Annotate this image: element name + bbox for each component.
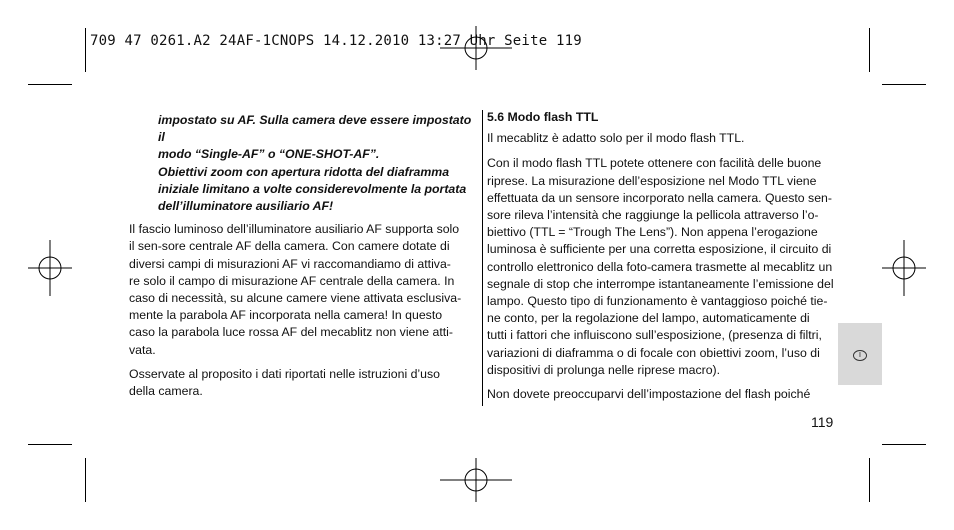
language-badge-icon	[853, 350, 867, 361]
section-heading: 5.6 Modo flash TTL	[487, 110, 599, 124]
paragraph-line: lampo. Questo tipo di funzionamento è vantaggioso poiché tie-	[487, 294, 828, 309]
paragraph-line: ne conto, per la regolazione del lampo, automaticamente di	[487, 311, 810, 326]
af-illuminator-paragraph	[129, 221, 479, 359]
paragraph-line: della camera.	[129, 384, 203, 399]
paragraph-line: il sen-sore centrale AF della camera. Con camere dotate di	[129, 239, 450, 254]
page-number: 119	[811, 414, 834, 430]
left-column	[129, 112, 479, 400]
print-slug-header: 709 47 0261.A2 24AF-1CNOPS 14.12.2010 13:27 Uhr Seite 119	[90, 33, 582, 49]
crop-mark-bottom-right-h	[882, 444, 926, 445]
registration-mark-top-icon	[440, 26, 512, 70]
paragraph-line: Il fascio luminoso dell’illuminatore ausiliario AF supporta solo	[129, 222, 460, 237]
registration-mark-right-icon	[882, 240, 926, 296]
crop-mark-top-right-v	[869, 28, 870, 72]
af-warning-line: iniziale limitano a volte considerevolmente la portata	[158, 181, 467, 196]
ttl-description-paragraph	[487, 155, 834, 379]
paragraph-line: sore rileva l’intensità che raggiunge la pellicola attraverso l’o-	[487, 208, 819, 223]
right-column	[487, 109, 834, 403]
paragraph-line: mente la parabola AF incorporata nella camera! In questo	[129, 308, 443, 323]
camera-instructions-paragraph	[129, 366, 479, 400]
crop-mark-top-left-h	[28, 84, 72, 85]
registration-mark-left-icon	[28, 240, 72, 296]
af-warning-line: impostato su AF. Sulla camera deve essere impostato il	[158, 113, 472, 145]
crop-mark-bottom-right-v	[869, 458, 870, 502]
paragraph-line: variazioni di diaframma o di focale con obiettivi zoom, l’uso di	[487, 345, 820, 360]
paragraph-line: tutti i fattori che influiscono sull’esposizione, (presenza di filtri,	[487, 328, 822, 343]
paragraph-line: controllo elettronico della foto-camera trasmette al mecablitz un	[487, 259, 833, 274]
paragraph-line: re solo il campo di misurazione AF centrale della camera. In	[129, 273, 455, 288]
paragraph-line: diversi campi di misurazioni AF vi raccomandiamo di attiva-	[129, 256, 451, 271]
paragraph-line: Con il modo flash TTL potete ottenere con facilità delle buone	[487, 156, 822, 171]
af-warning-line: Obiettivi zoom con apertura ridotta del diaframma	[158, 164, 450, 179]
af-warning-line: dell’illuminatore ausiliario AF!	[158, 199, 334, 214]
continuation-line: Non dovete preoccuparvi dell’impostazione del flash poiché	[487, 387, 811, 402]
paragraph-line: segnale di stop che interrompe istantaneamente l’emissione del	[487, 276, 834, 291]
paragraph-line: caso la parabola luce rossa AF del mecablitz non viene atti-	[129, 325, 453, 340]
language-label: I	[859, 352, 861, 359]
paragraph-line: vata.	[129, 342, 156, 357]
paragraph-line: dispositivi di prolunga nelle riprese macro).	[487, 362, 721, 377]
paragraph-line: luminosa è sufficiente per una corretta esposizione, il circuito di	[487, 242, 832, 257]
crop-mark-top-right-h	[882, 84, 926, 85]
language-tab	[838, 323, 882, 385]
crop-mark-bottom-left-v	[85, 458, 86, 502]
paragraph-line: biettivo (TTL = “Trough The Lens”). Non appena l’erogazione	[487, 225, 818, 240]
paragraph-line: effettuata da un sensore incorporato nella camera. Questo sen-	[487, 190, 832, 205]
paragraph-line: riprese. La misurazione dell’esposizione nel Modo TTL viene	[487, 173, 817, 188]
column-divider	[482, 110, 483, 406]
paragraph-line: caso di necessità, su alcune camere viene attivata esclusiva-	[129, 291, 462, 306]
crop-mark-bottom-left-h	[28, 444, 72, 445]
intro-line: Il mecablitz è adatto solo per il modo flash TTL.	[487, 131, 745, 146]
paragraph-line: Osservate al proposito i dati riportati nelle istruzioni d’uso	[129, 366, 440, 381]
af-warning-line: modo “Single-AF” o “ONE-SHOT-AF”.	[158, 147, 380, 162]
registration-mark-bottom-icon	[440, 458, 512, 502]
crop-mark-top-left-v	[85, 28, 86, 72]
